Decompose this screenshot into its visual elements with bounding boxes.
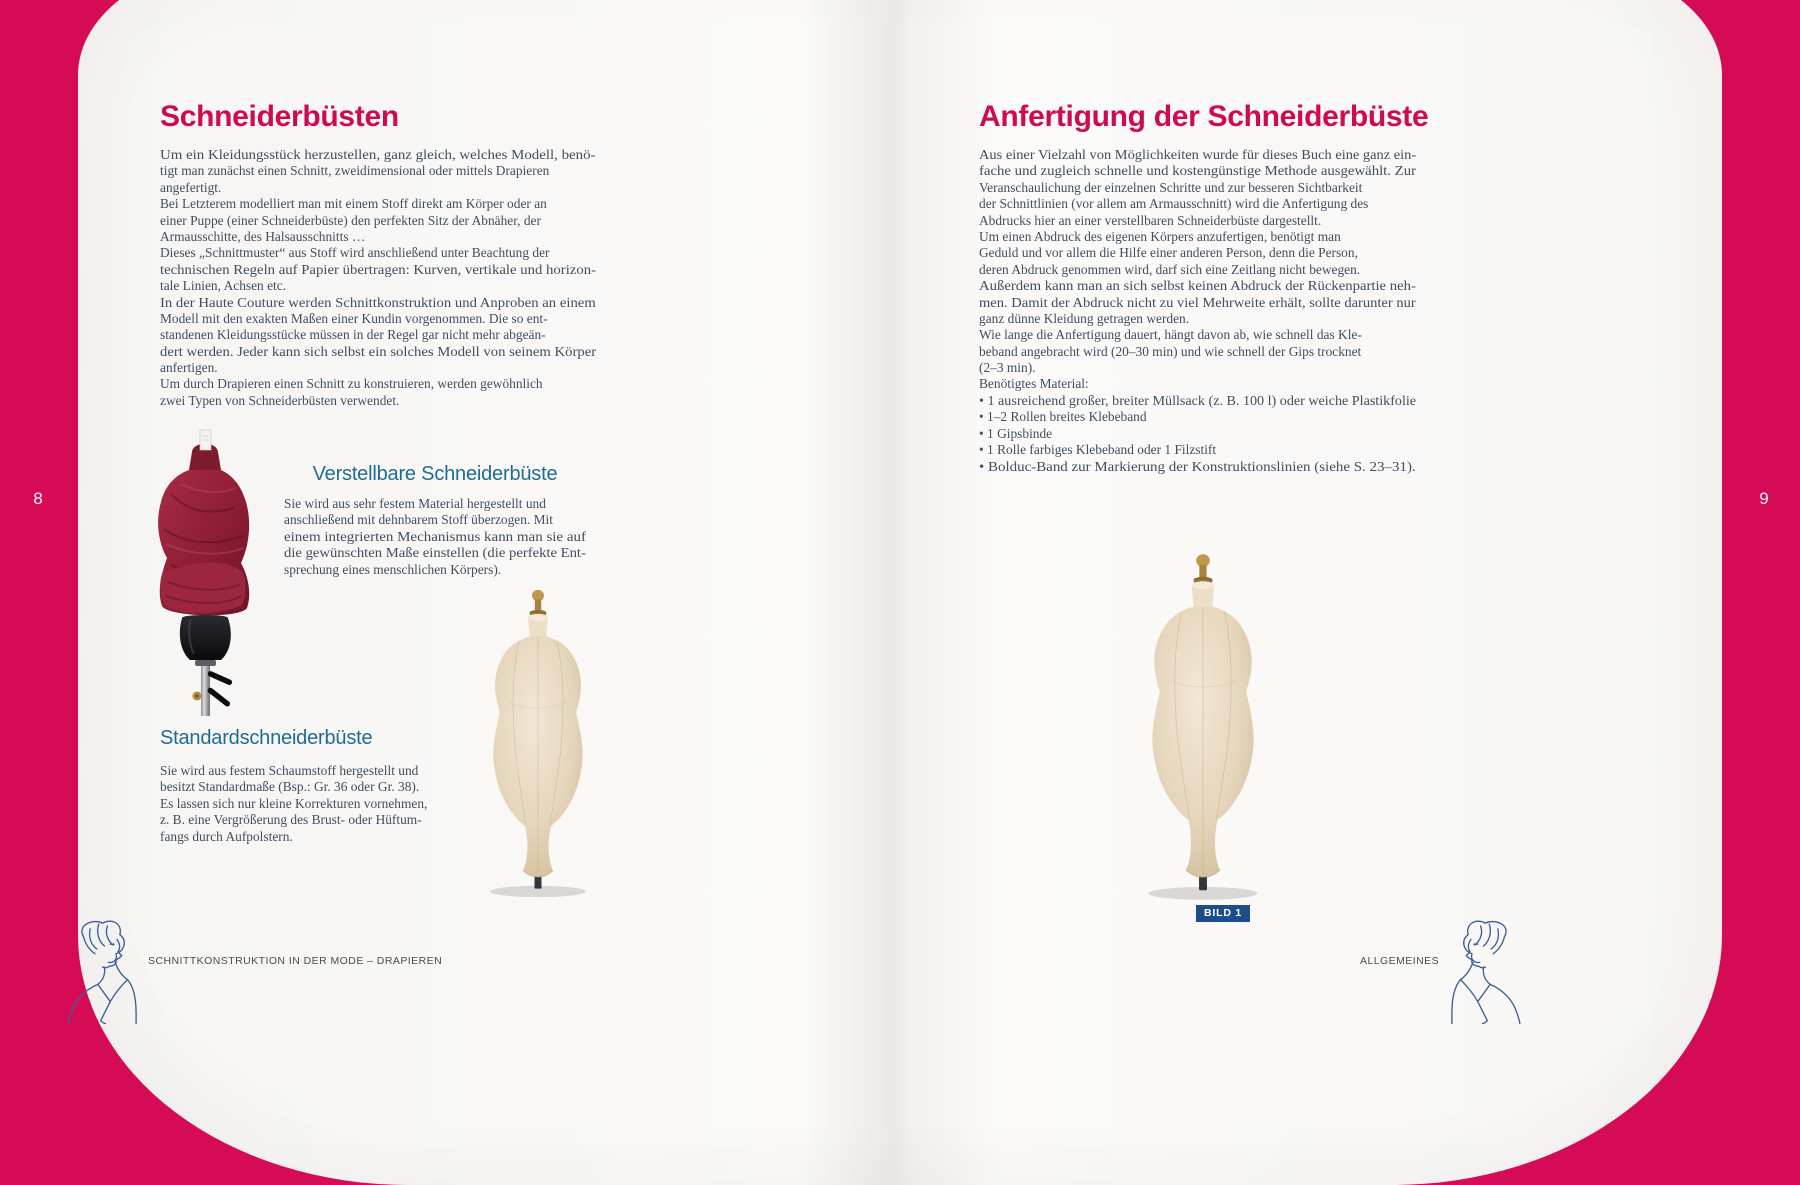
woman-sketch-illustration-left (50, 916, 138, 1029)
standard-dress-form-illustration (463, 587, 613, 900)
woman-sketch-illustration-right (1450, 916, 1538, 1029)
adjustable-dress-form-photo (1118, 551, 1288, 903)
adjustable-bust-heading: Verstellbare Schneiderbüste (312, 463, 558, 485)
standard-bust-heading: Standardschneiderbüste (160, 727, 373, 749)
right-page-body-paragraph: Aus einer Vielzahl von Möglichkeiten wurde für dieses Buch eine ganz ein- fache und zugleich schnelle und kostengünstige Methode ausgewählt. Zur Veranschaulichung der einzelnen Schritte und zur besseren Sichtbarkeit der Schnittlinien (vor allem am Armausschnitt) wird die Anfertigung des Abdrucks hier an einer verstellbaren Schneiderbüste dargestellt. Um einen Abdruck des eigenen Körpers anzufertigen, benötigt man Geduld und vor allem die Hilfe einer anderen Person, denn die Person, deren Abdruck genommen wird, darf sich eine Zeitlang nicht bewegen. Außerdem kann man an sich selbst keinen Abdruck der Rückenpartie neh- men. Damit der Abdruck nicht zu viel Mehrweite erhält, sollte darunter nur ganz dünne Kleidung getragen werden. Wie lange die Anfertigung dauert, hängt davon ab, wie schnell das Kle- beband angebracht wird (20–30 min) und wie schnell der Gips trocknet (2–3 min). Benötigtes Material: (979, 147, 1417, 392)
adjustable-bust-paragraph: Sie wird aus sehr festem Material hergestellt und anschließend mit dehnbarem Stoff überzogen. Mit einem integrierten Mechanismus kann man sie auf die gewünschten Maße einstellen (die perfekte Ent- sprechung eines menschlichen Körpers). (284, 496, 586, 577)
left-page-title: Schneiderbüsten (160, 100, 399, 133)
standard-dress-form-photo (463, 587, 613, 900)
footer-right-chapter: ALLGEMEINES (1360, 955, 1440, 967)
right-page-title: Anfertigung der Schneiderbüste (979, 100, 1429, 133)
draped-dress-form-photo (146, 424, 266, 716)
figure-label: BILD 1 (1196, 905, 1250, 922)
adjustable-dress-form-illustration (1118, 551, 1288, 903)
left-page-intro-paragraph: Um ein Kleidungsstück herzustellen, ganz gleich, welches Modell, benö- tigt man zunächst einen Schnitt, zweidimensional oder mittels Drapieren angefertigt. Bei Letzterem modelliert man mit einem Stoff direkt am Körper oder an einer Puppe (einer Schneiderbüste) den perfekten Sitz der Abnäher, der Armausschitte, des Halsausschnitts … Dieses „Schnittmuster“ aus Stoff wird anschließend unter Beachtung der technischen Regeln auf Papier übertragen: Kurven, vertikale und horizon- tale Linien, Achsen etc. In der Haute Couture werden Schnittkonstruktion und Anproben an einem Modell mit den exakten Maßen einer Kundin vorgenommen. Die so ent- standenen Kleidungsstücke müssen in der Regel gar nicht mehr abgeän- dert werden. Jeder kann sich selbst ein solches Modell von seinem Körper anfertigen. Um durch Drapieren einen Schnitt zu konstruieren, werden gewöhnlich zwei Typen von Schneiderbüsten verwendet. (160, 147, 597, 408)
standard-bust-paragraph: Sie wird aus festem Schaumstoff hergestellt und besitzt Standardmaße (Bsp.: Gr. 36 oder Gr. 38). Es lassen sich nur kleine Korrekturen vornehmen, z. B. eine Vergrößerung des Brust- oder Hüftum- fangs durch Aufpolstern. (160, 763, 428, 844)
page-number-left: 8 (33, 489, 43, 508)
draped-dress-form-illustration (146, 424, 266, 716)
materials-list: • 1 ausreichend großer, breiter Müllsack (z. B. 100 l) oder weiche Plastikfolie • 1–2 Rollen breites Klebeband • 1 Gipsbinde • 1 Rolle farbiges Klebeband oder 1 Filzstift • Bolduc-Band zur Markierung der Konstruktionslinien (siehe S. 23–31). (979, 393, 1417, 474)
footer-left-book-title: SCHNITTKONSTRUKTION IN DER MODE – DRAPIEREN (148, 955, 443, 967)
page-number-right: 9 (1759, 489, 1769, 508)
